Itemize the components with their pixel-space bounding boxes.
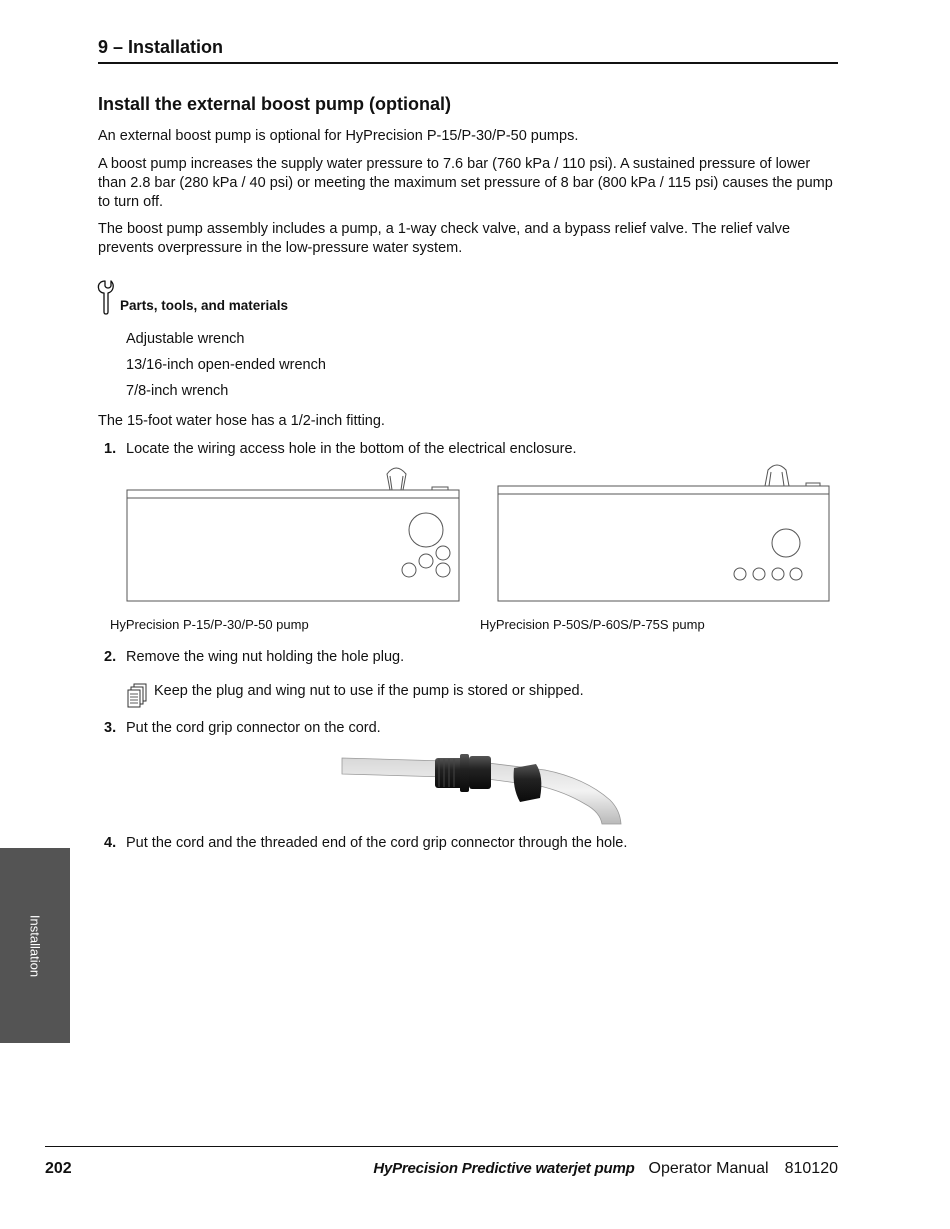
pump-left-illustration — [120, 460, 465, 606]
step-text: Locate the wiring access hole in the bottom of the electrical enclosure. — [126, 441, 577, 457]
step-text: Remove the wing nut holding the hole plug. — [126, 649, 405, 665]
step-text: Put the cord grip connector on the cord. — [126, 720, 381, 736]
cord-grip-image — [340, 748, 625, 828]
section-title: Install the external boost pump (optional) — [98, 94, 452, 114]
step-number: 4. — [104, 835, 117, 851]
intro-paragraph: An external boost pump is optional for HyPrecision P-15/P-30/P-50 pumps. — [98, 128, 579, 144]
hose-note: The 15-foot water hose has a 1/2-inch fitting. — [98, 413, 385, 429]
step-number: 3. — [104, 720, 117, 736]
tool-item: Adjustable wrench — [126, 331, 245, 347]
footer-product: HyPrecision Predictive waterjet pump — [373, 1160, 635, 1177]
section-side-tab — [0, 848, 70, 1043]
tool-item: 7/8-inch wrench — [126, 383, 229, 399]
step-number: 1. — [104, 441, 117, 457]
assembly-paragraph: The boost pump assembly includes a pump, a 1-way check valve, and a bypass relief valve. The relief valve prevents overpressure in the low-pressure water system. — [98, 221, 791, 256]
pump-right-illustration — [490, 460, 835, 606]
page-number: 202 — [45, 1160, 72, 1177]
chapter-title: 9 – Installation — [98, 37, 224, 57]
footer-doc-number: 810120 — [784, 1160, 838, 1177]
tool-item: 13/16-inch open-ended wrench — [126, 357, 326, 373]
footer-doc-info — [373, 1159, 838, 1179]
side-tab-label: Installation — [27, 914, 43, 977]
note-pages-icon — [126, 683, 148, 711]
step-text: Put the cord and the threaded end of the cord grip connector through the hole. — [126, 835, 628, 851]
footer-doc-type: Operator Manual — [648, 1160, 769, 1177]
step-number: 2. — [104, 649, 117, 665]
pump-left-caption: HyPrecision P-15/P-30/P-50 pump — [110, 617, 309, 632]
note-text: Keep the plug and wing nut to use if the pump is stored or shipped. — [154, 683, 584, 699]
chapter-header — [98, 36, 838, 64]
footer-rule — [45, 1146, 838, 1147]
pressure-paragraph: A boost pump increases the supply water pressure to 7.6 bar (760 kPa / 110 psi). A sustained pressure of lower than 2.8 bar (280 kPa / 40 psi) or meeting the maximum set pressure of 8 bar (800 kPa / 115 psi) causes the pump to turn off. — [98, 156, 833, 210]
tools-heading: Parts, tools, and materials — [120, 298, 289, 313]
wrench-icon — [96, 279, 118, 315]
pump-right-caption: HyPrecision P-50S/P-60S/P-75S pump — [480, 617, 705, 632]
